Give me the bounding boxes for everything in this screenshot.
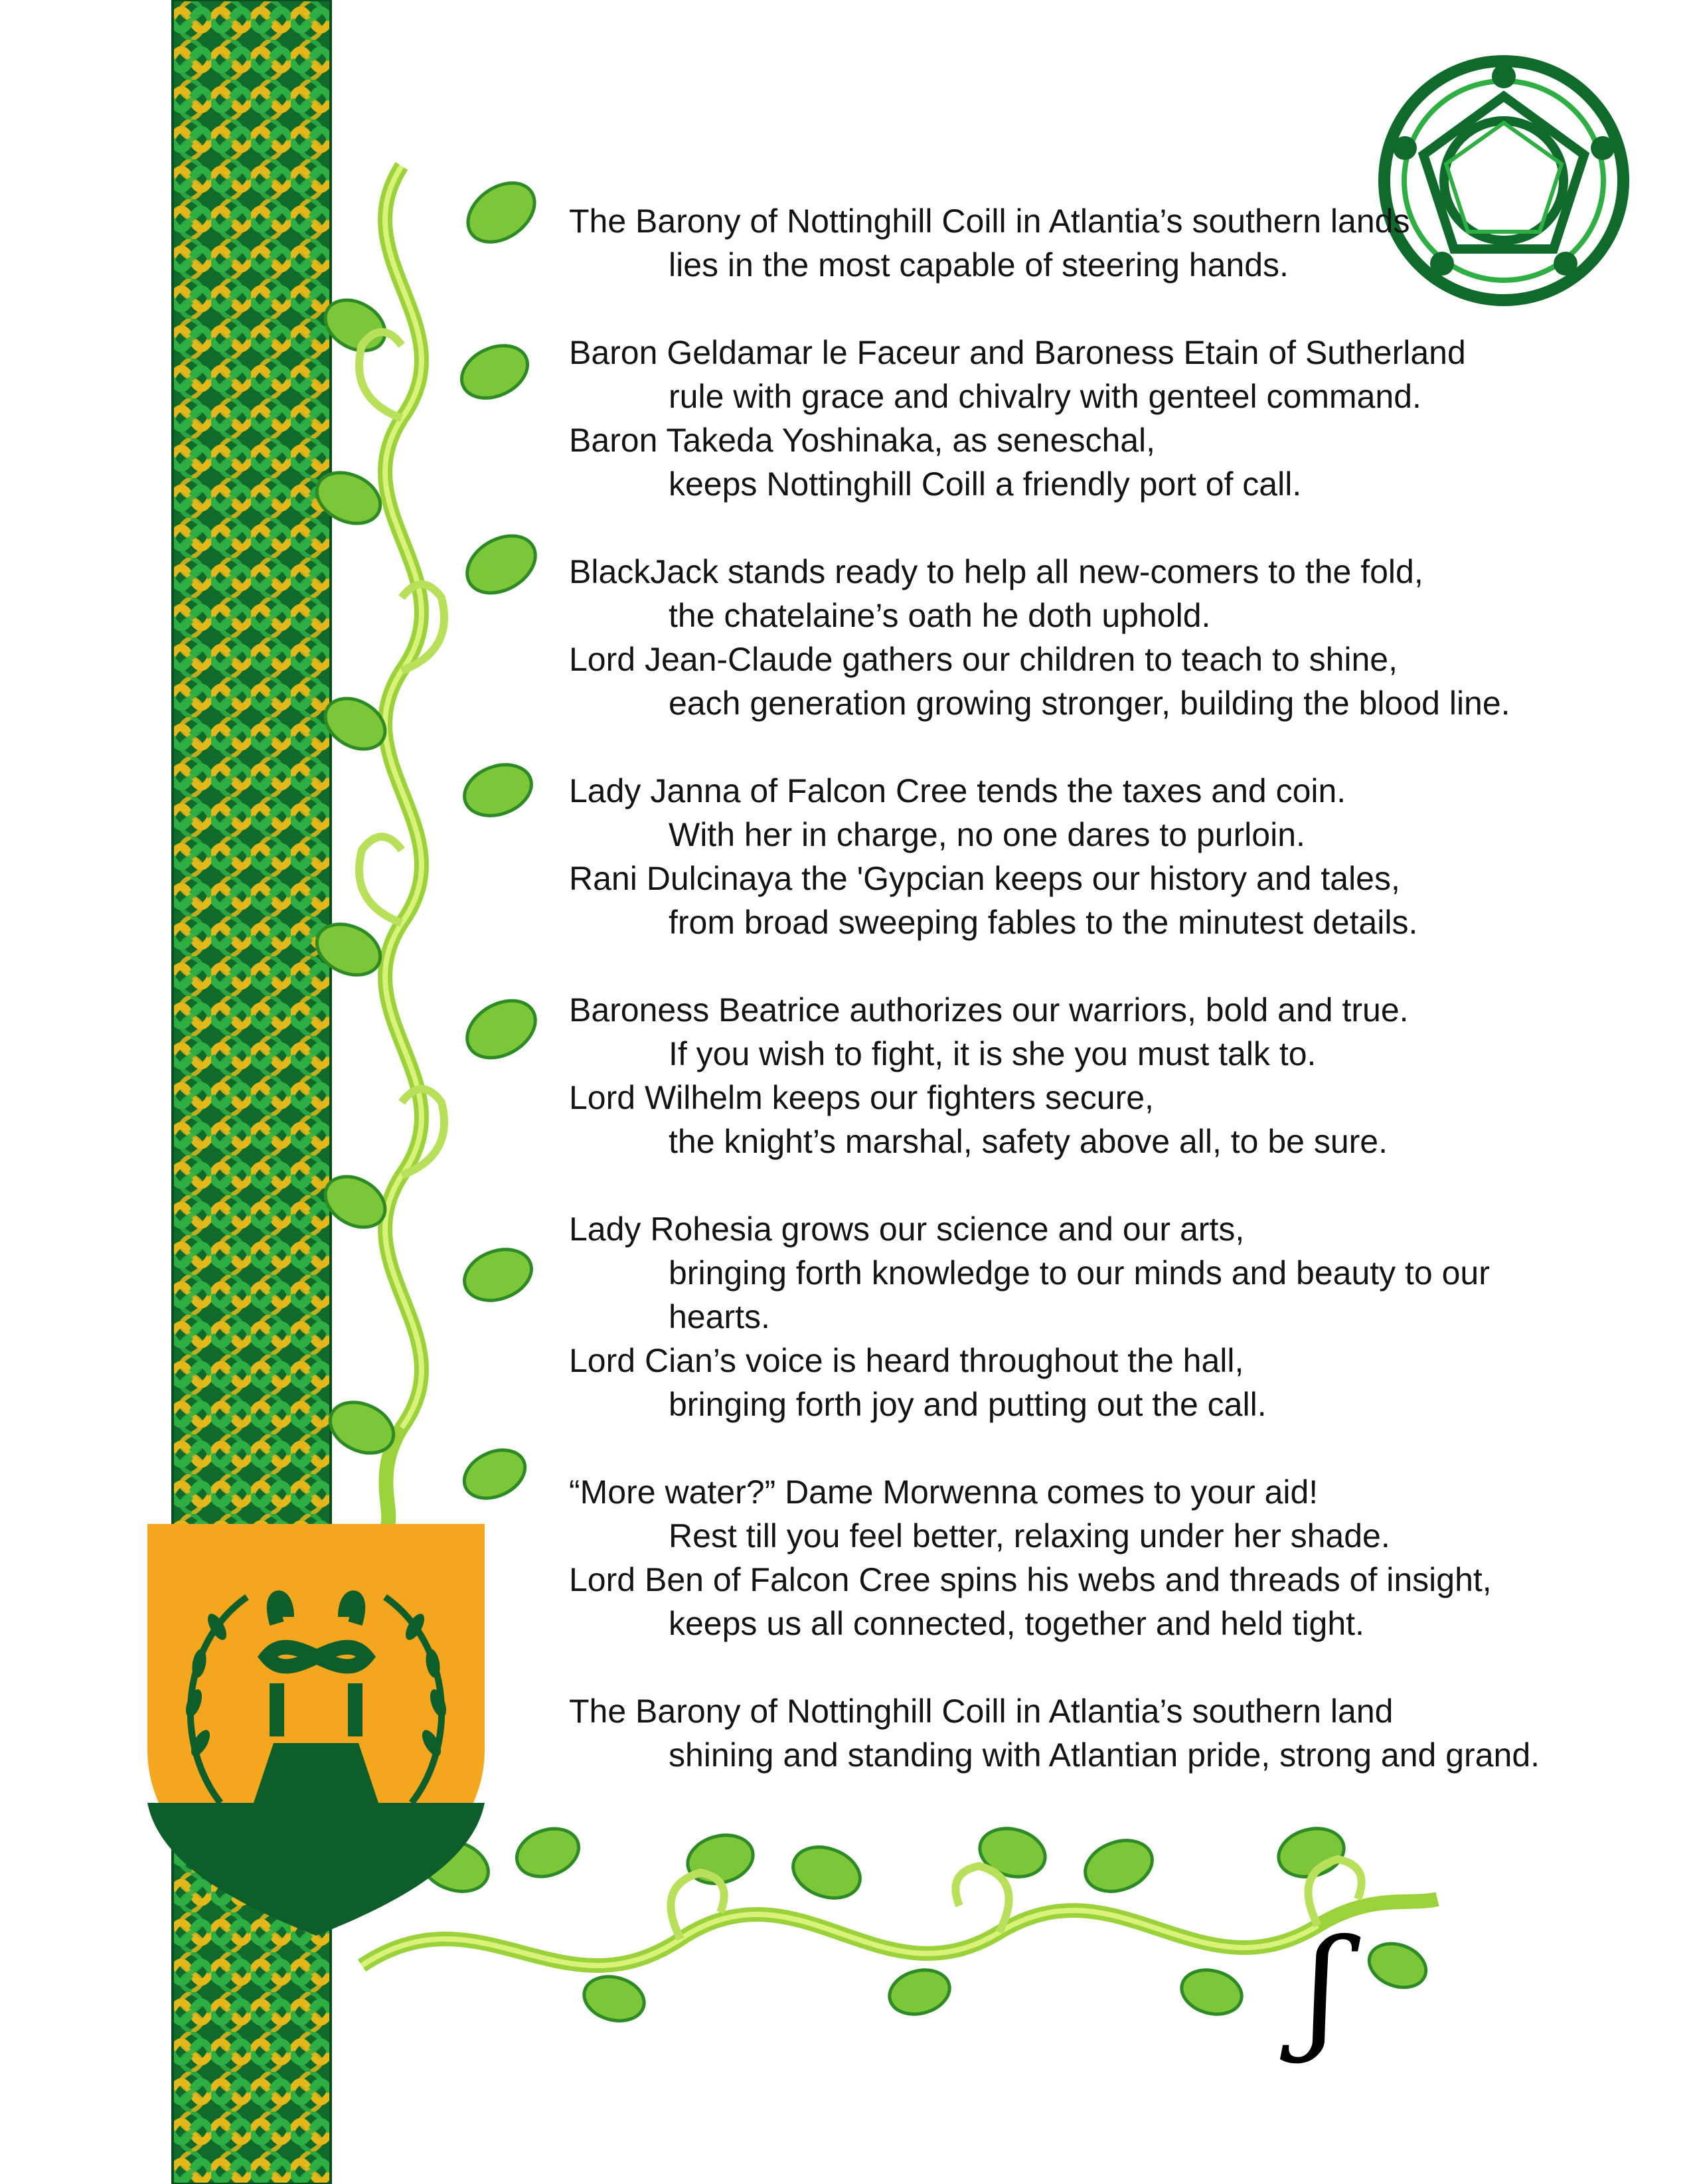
stanza-gap xyxy=(569,1645,1498,1689)
stanza-gap xyxy=(569,944,1498,988)
poem-line: Lord Jean-Claude gathers our children to teach to shine, xyxy=(569,641,1398,678)
poem-line: If you wish to fight, it is she you must talk to. xyxy=(669,1035,1317,1072)
poem-line: BlackJack stands ready to help all new-comers to the fold, xyxy=(569,553,1423,590)
poem-line: shining and standing with Atlantian pride, strong and grand. xyxy=(669,1736,1540,1774)
poem xyxy=(569,199,1540,1777)
poem-line: Rani Dulcinaya the 'Gypcian keeps our history and tales, xyxy=(569,860,1400,897)
poem-line: Lady Janna of Falcon Cree tends the taxes and coin. xyxy=(569,772,1346,809)
vertical-vine xyxy=(302,153,548,1534)
stanza-gap xyxy=(569,1426,1498,1470)
poem-line: Rest till you feel better, relaxing under her shade. xyxy=(669,1517,1390,1554)
poem-line: bringing forth joy and putting out the call. xyxy=(669,1386,1267,1423)
poem-line: the knight’s marshal, safety above all, to be sure. xyxy=(669,1123,1388,1160)
stanza-gap xyxy=(569,725,1498,769)
poem-line: With her in charge, no one dares to purloin. xyxy=(669,816,1305,853)
poem-line: keeps us all connected, together and held tight. xyxy=(669,1605,1364,1642)
poem-line: “More water?” Dame Morwenna comes to your aid! xyxy=(569,1473,1319,1511)
stanza-gap xyxy=(569,287,1498,331)
stanza-gap xyxy=(569,1163,1498,1207)
poem-line: Baroness Beatrice authorizes our warriors, bold and true. xyxy=(569,991,1409,1029)
poem-line: Lord Ben of Falcon Cree spins his webs and threads of insight, xyxy=(569,1561,1492,1598)
poem-line: keeps Nottinghill Coill a friendly port of call. xyxy=(669,465,1302,503)
poem-line: bringing forth knowledge to our minds and beauty to our hearts. xyxy=(669,1254,1490,1335)
poem-line: The Barony of Nottinghill Coill in Atlantia’s southern land xyxy=(569,1693,1394,1730)
poem-line: rule with grace and chivalry with genteel command. xyxy=(669,378,1421,415)
poem-line: lies in the most capable of steering hands. xyxy=(669,246,1289,284)
poem-line: The Barony of Nottinghill Coill in Atlantia’s southern lands xyxy=(569,203,1410,240)
poem-line: the chatelaine’s oath he doth uphold. xyxy=(669,597,1211,634)
signature-glyph: ʃ xyxy=(1305,1911,1341,2066)
poem-line: Lady Rohesia grows our science and our arts, xyxy=(569,1211,1245,1248)
poem-line: Baron Geldamar le Faceur and Baroness Etain of Sutherland xyxy=(569,334,1466,371)
poem-line: Lord Wilhelm keeps our fighters secure, xyxy=(569,1079,1154,1116)
poem-line: Lord Cian’s voice is heard throughout the hall, xyxy=(569,1342,1244,1379)
poem-line: each generation growing stronger, building the blood line. xyxy=(669,685,1510,722)
horizontal-vine xyxy=(349,1800,1444,2039)
poem-line: from broad sweeping fables to the minutest details. xyxy=(669,904,1418,941)
poem-line: Baron Takeda Yoshinaka, as seneschal, xyxy=(569,422,1156,459)
barony-shield xyxy=(147,1524,485,1936)
stanza-gap xyxy=(569,506,1498,550)
